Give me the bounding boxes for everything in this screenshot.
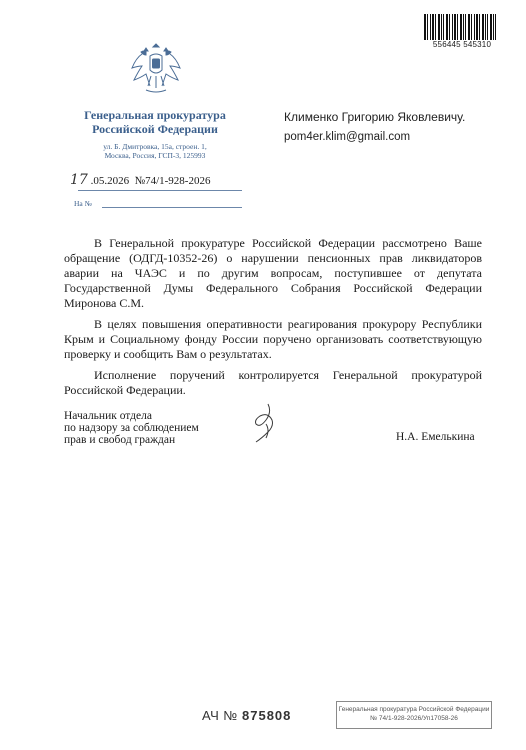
registration-stamp — [336, 701, 492, 729]
recipient-name: Клименко Григорию Яковлевичу. — [284, 110, 466, 124]
reply-to-underline — [102, 207, 242, 208]
coat-of-arms-emblem — [128, 38, 184, 98]
outgoing-number: №74/1-928-2026 — [134, 175, 211, 187]
signatory-title-line3: прав и свобод граждан — [64, 434, 176, 446]
recipient-email: pom4er.klim@gmail.com — [284, 131, 411, 143]
signatory-title — [64, 410, 199, 446]
date-month-year: .05.2026 — [90, 175, 130, 187]
signatory-title-line1: Начальник отдела — [64, 410, 152, 422]
letter-body — [64, 236, 482, 404]
date-underline — [78, 190, 242, 191]
body-paragraph-2: В целях повышения оперативности реагирования прокурору Республики Крым и Социальному фонду России поручено организовать соответствующую проверку и сообщить Вам о результатах. — [64, 317, 482, 361]
body-paragraph-3: Исполнение поручений контролируется Генеральной прокуратурой Российской Федерации. — [64, 368, 482, 397]
stamp-line1: Генеральная прокуратура Российской Федерации — [338, 706, 490, 713]
address-line2: Москва, Россия, ГСП-3, 125993 — [104, 151, 206, 160]
signatory-title-line2: по надзору за соблюдением — [64, 422, 199, 434]
sender-organization — [60, 108, 250, 136]
sender-address — [70, 142, 240, 160]
barcode — [424, 14, 496, 40]
address-line1: ул. Б. Дмитровка, 15а, строен. 1, — [103, 142, 207, 151]
body-paragraph-1: В Генеральной прокуратуре Российской Федерации рассмотрено Ваше обращение (ОДГД-10352-26) о нарушении пенсионных прав ликвидаторов аварии на ЧАЭС и по другим вопросам, поступившее от депутата Государственной Думы Федерального Собрания Российской Федерации Миронова С.М. — [64, 236, 482, 310]
org-name-line2: Российской Федерации — [92, 122, 218, 136]
outgoing-date-number — [70, 172, 210, 188]
handwritten-day: 17 — [70, 172, 88, 188]
signatory-name: Н.А. Емелькина — [396, 431, 475, 443]
form-serial-number — [202, 708, 291, 723]
serial-prefix: АЧ № — [202, 708, 238, 723]
barcode-number: 556445 545310 — [432, 40, 492, 49]
reply-to-label: На № — [74, 199, 92, 208]
handwritten-signature — [246, 402, 286, 444]
serial-digits: 875808 — [242, 708, 292, 723]
org-name-line1: Генеральная прокуратура — [84, 108, 226, 122]
stamp-line2: № 74/1-928-2026/Уп17058-26 — [370, 715, 458, 722]
